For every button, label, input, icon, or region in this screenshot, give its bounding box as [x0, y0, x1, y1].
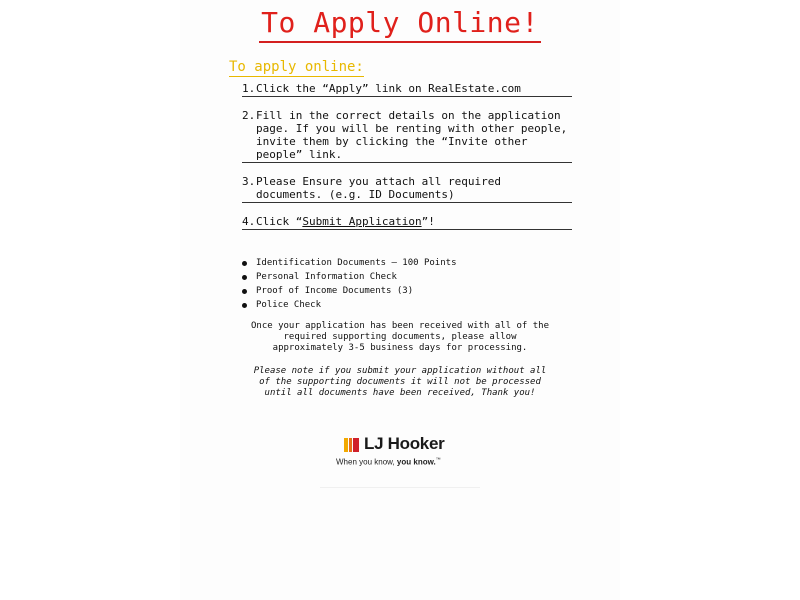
- processing-notice: Once your application has been received with all of the required supporting documents, please allow approximately 3-5 business days for processing.: [250, 321, 549, 353]
- step-text: [256, 215, 572, 228]
- trademark: ™: [435, 457, 441, 463]
- step-suffix: ”!: [421, 215, 435, 228]
- step-item: [242, 109, 572, 163]
- requirements-list: [242, 256, 456, 312]
- list-item: [242, 270, 456, 284]
- logo-brand: LJ Hooker: [364, 434, 445, 453]
- warning-note: Please note if you submit your application without all of the supporting documents it will not be processed until all documents have been received, Thank you!: [253, 366, 547, 398]
- step-text: Fill in the correct details on the application page. If you will be renting with other people, invite them by clicking the “Invite other people” link.: [256, 109, 568, 161]
- list-item: [242, 256, 456, 270]
- step-number: 4.: [242, 215, 256, 228]
- steps-list: [242, 82, 572, 230]
- step-item: [242, 82, 572, 97]
- logo-bar-red: [353, 438, 359, 452]
- tagline-bold: you know.: [396, 457, 436, 467]
- page-title: [0, 6, 800, 39]
- step-text: Please Ensure you attach all required documents. (e.g. ID Documents): [256, 175, 502, 201]
- step-number: 1.: [242, 82, 256, 95]
- lj-hooker-logo: [336, 436, 476, 470]
- logo-bar-orange: [349, 438, 353, 452]
- page-title-text: To Apply Online!: [259, 6, 541, 43]
- requirement-text: Identification Documents – 100 Points: [256, 258, 457, 268]
- footer-divider: [320, 487, 480, 488]
- step-number: 2.: [242, 109, 256, 122]
- tagline-plain: When you know,: [336, 457, 397, 467]
- list-item: [242, 298, 456, 312]
- list-item: [242, 284, 456, 298]
- bullet-icon: [242, 261, 247, 266]
- bullet-icon: [242, 275, 247, 280]
- logo-bars-icon: [344, 438, 360, 452]
- step-item: [242, 215, 572, 230]
- logo-tagline: [336, 457, 441, 467]
- requirement-text: Personal Information Check: [256, 272, 397, 282]
- requirement-text: Police Check: [256, 300, 322, 310]
- section-subtitle: To apply online:: [229, 59, 364, 75]
- step-item: [242, 175, 572, 203]
- requirement-text: Proof of Income Documents (3): [256, 286, 414, 296]
- bullet-icon: [242, 303, 247, 308]
- bullet-icon: [242, 289, 247, 294]
- step-text: Click the “Apply” link on RealEstate.com: [256, 82, 521, 95]
- logo-bar-yellow: [344, 438, 348, 452]
- step-number: 3.: [242, 175, 256, 188]
- step-prefix: Click “: [256, 215, 303, 228]
- submit-application-link[interactable]: Submit Application: [302, 215, 422, 228]
